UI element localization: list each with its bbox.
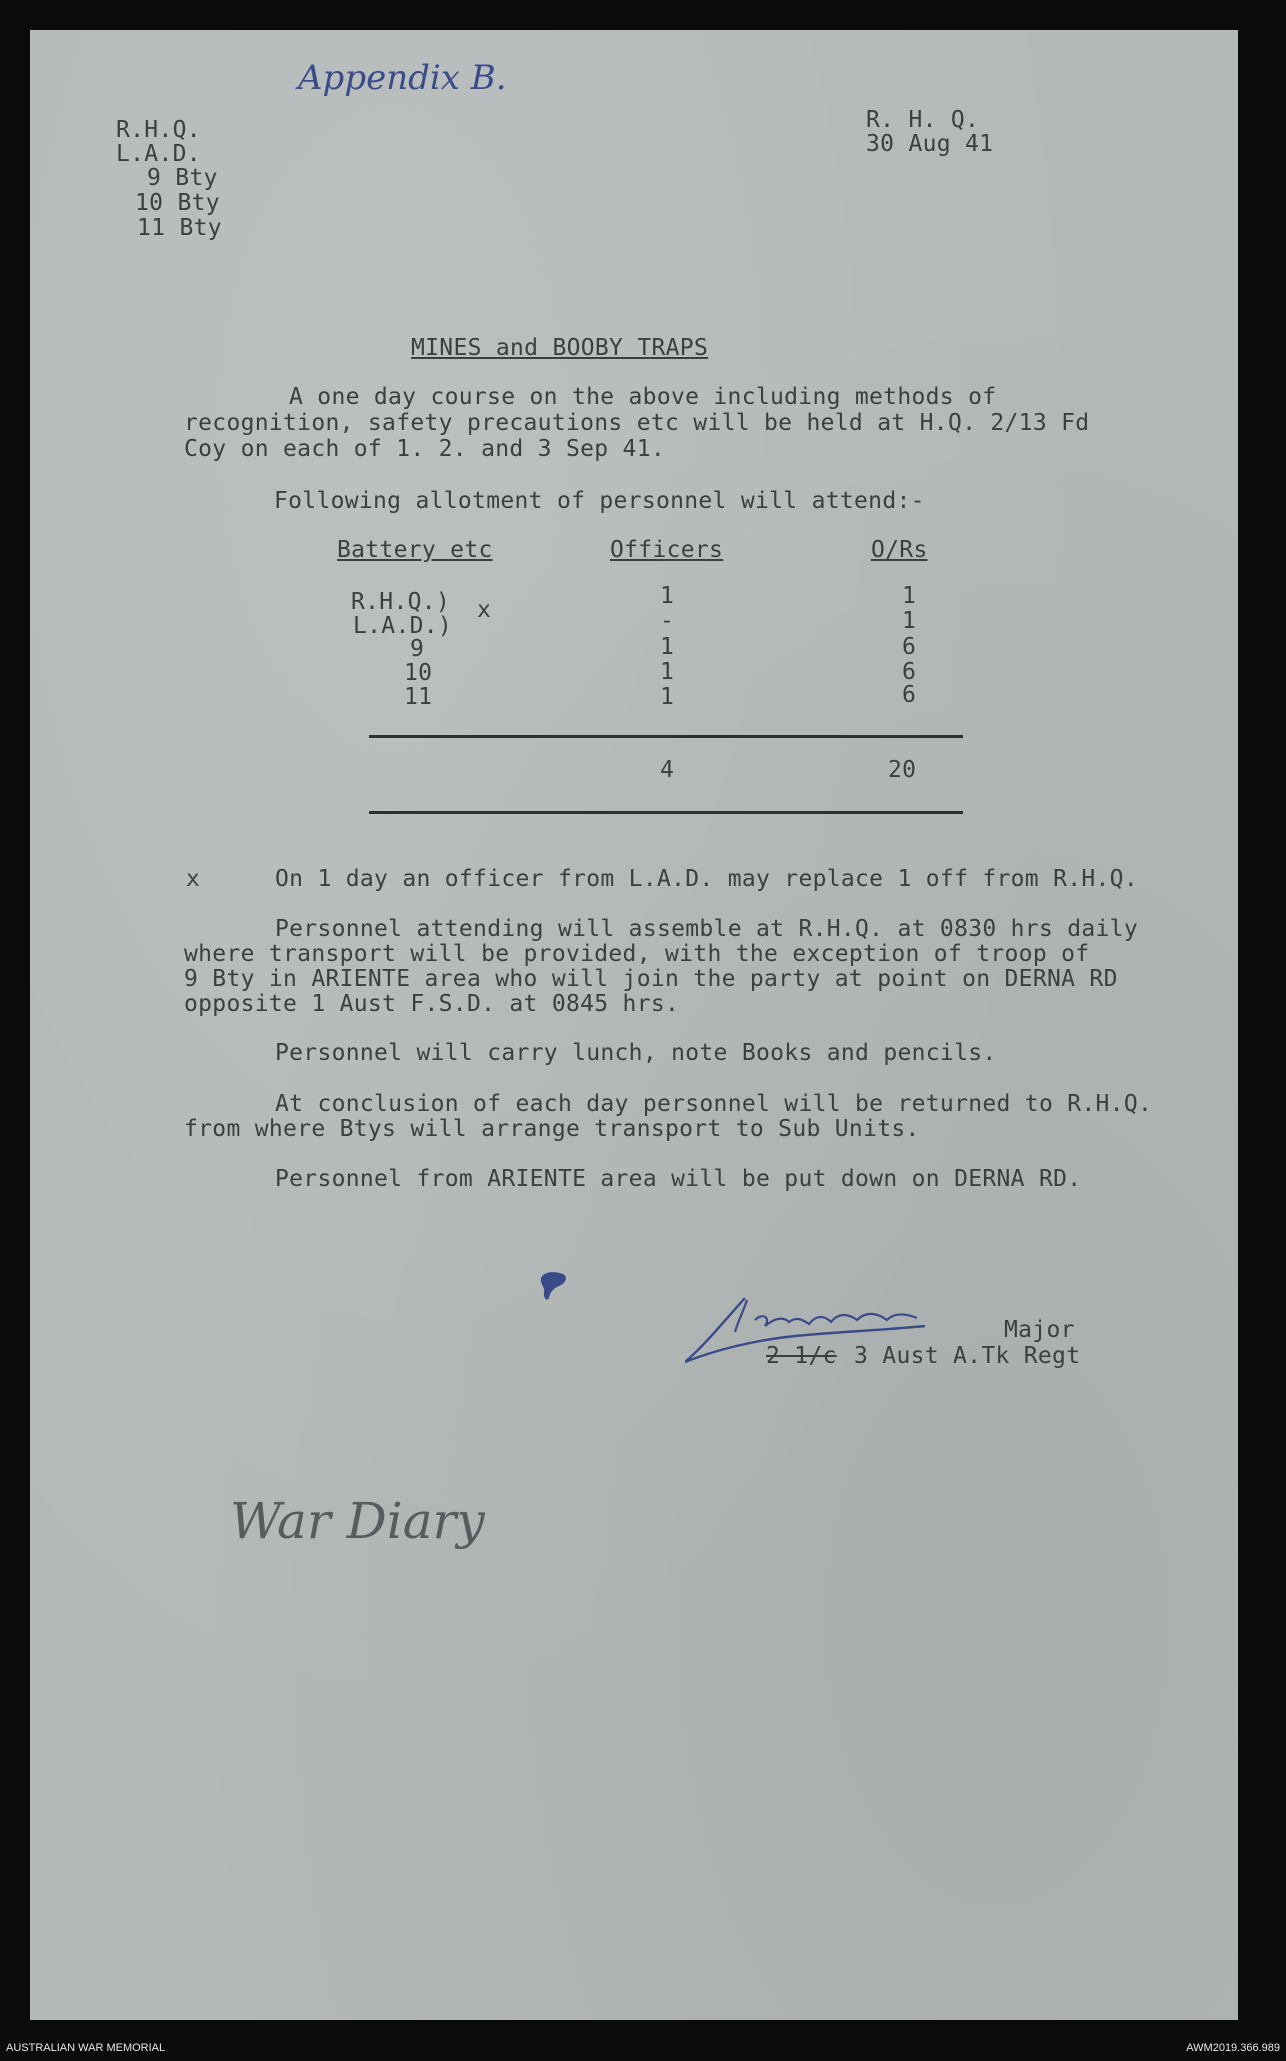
assemble-line-1: Personnel attending will assemble at R.H.Q. at 0830 hrs daily bbox=[275, 916, 1138, 942]
table-bottom-rule bbox=[369, 811, 963, 814]
document-date: 30 Aug 41 bbox=[866, 131, 994, 157]
ariente-paragraph: Personnel from ARIENTE area will be put down on DERNA RD. bbox=[275, 1166, 1082, 1192]
footnote-marker: x bbox=[186, 866, 201, 892]
struck-title: 2 1/c bbox=[766, 1343, 837, 1369]
table-header-ors: O/Rs bbox=[871, 537, 928, 563]
signatory-rank: Major bbox=[1004, 1317, 1075, 1343]
ink-blot bbox=[535, 1268, 571, 1304]
row-officers: 1 bbox=[660, 634, 675, 660]
distribution-11-bty: 11 Bty bbox=[137, 215, 222, 241]
document-title: MINES and BOOBY TRAPS bbox=[411, 335, 709, 361]
assemble-line-4: opposite 1 Aust F.S.D. at 0845 hrs. bbox=[184, 991, 680, 1017]
table-top-rule bbox=[369, 735, 963, 738]
distribution-10-bty: 10 Bty bbox=[135, 190, 220, 216]
row-unit: 11 bbox=[404, 684, 433, 710]
table-header-officers: Officers bbox=[610, 537, 724, 563]
row-officers: 1 bbox=[660, 684, 675, 710]
intro-line-1: A one day course on the above including methods of bbox=[289, 384, 997, 410]
signatory-unit: 3 Aust A.Tk Regt bbox=[854, 1343, 1081, 1369]
row-ors: 6 bbox=[902, 682, 917, 708]
intro-line-3: Coy on each of 1. 2. and 3 Sep 41. bbox=[184, 436, 666, 462]
origin: R. H. Q. bbox=[866, 107, 980, 133]
row-ors: 1 bbox=[902, 608, 917, 634]
row-unit: R.H.Q.) bbox=[351, 589, 451, 615]
row-officers: 1 bbox=[660, 583, 675, 609]
distribution-lad: L.A.D. bbox=[116, 141, 201, 167]
footnote-text: On 1 day an officer from L.A.D. may replace 1 off from R.H.Q. bbox=[275, 866, 1138, 892]
total-ors: 20 bbox=[888, 757, 917, 783]
row-ors: 6 bbox=[902, 659, 917, 685]
allotment-intro: Following allotment of personnel will attend:- bbox=[274, 488, 925, 514]
distribution-9-bty: 9 Bty bbox=[147, 165, 218, 191]
row-unit: 9 bbox=[410, 636, 425, 662]
row-ors: 6 bbox=[902, 634, 917, 660]
row-unit: 10 bbox=[404, 660, 433, 686]
row-officers: - bbox=[660, 608, 675, 634]
intro-line-2: recognition, safety precautions etc will be held at H.Q. 2/13 Fd bbox=[184, 410, 1090, 436]
archive-reference: AWM2019.366.989 bbox=[1186, 2042, 1280, 2054]
row-ors: 1 bbox=[902, 583, 917, 609]
return-line-2: from where Btys will arrange transport to Sub Units. bbox=[184, 1116, 920, 1142]
pencil-note: War Diary bbox=[230, 1492, 485, 1550]
distribution-rhq: R.H.Q. bbox=[116, 117, 201, 143]
return-line-1: At conclusion of each day personnel will be returned to R.H.Q. bbox=[275, 1091, 1153, 1117]
row-note: x bbox=[477, 597, 492, 623]
row-unit: L.A.D.) bbox=[353, 613, 453, 639]
lunch-paragraph: Personnel will carry lunch, note Books and pencils. bbox=[275, 1040, 997, 1066]
appendix-annotation: Appendix B. bbox=[298, 58, 507, 98]
assemble-line-3: 9 Bty in ARIENTE area who will join the party at point on DERNA RD bbox=[184, 966, 1118, 992]
total-officers: 4 bbox=[660, 757, 675, 783]
row-officers: 1 bbox=[660, 659, 675, 685]
assemble-line-2: where transport will be provided, with the exception of troop of bbox=[184, 941, 1090, 967]
document-page bbox=[30, 30, 1238, 2020]
archive-credit: AUSTRALIAN WAR MEMORIAL bbox=[6, 2042, 166, 2054]
table-header-battery: Battery etc bbox=[337, 537, 493, 563]
